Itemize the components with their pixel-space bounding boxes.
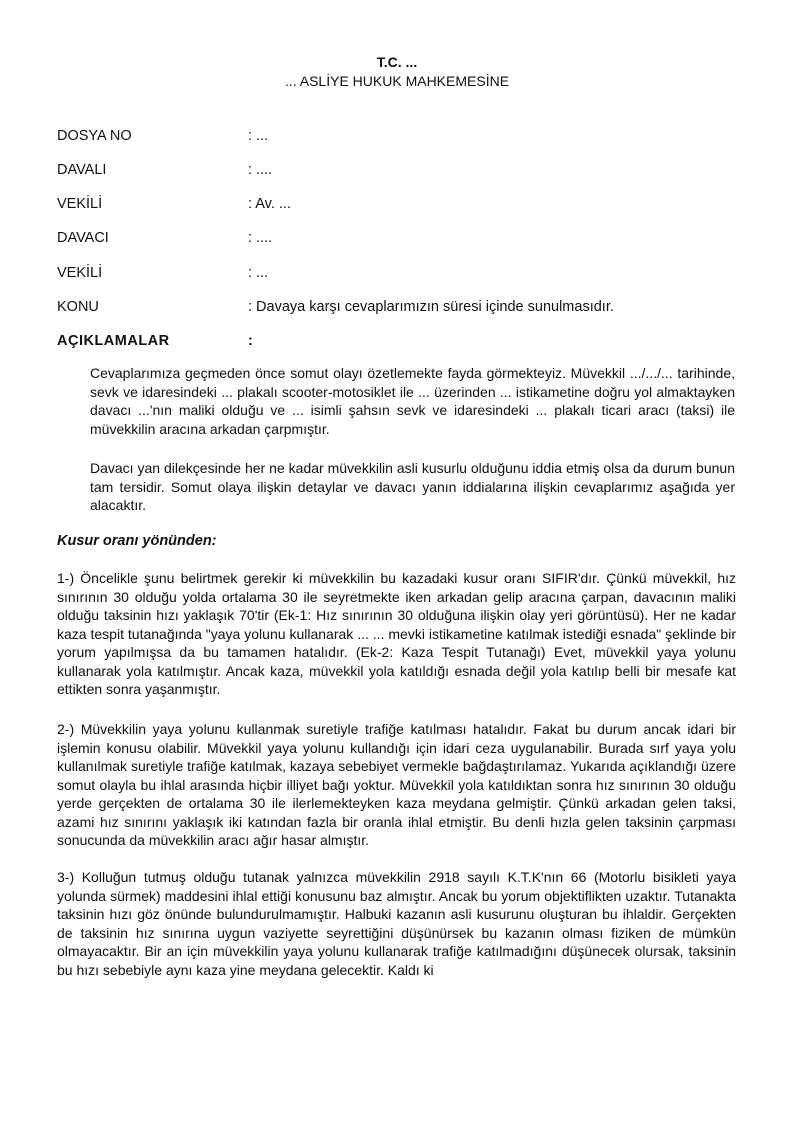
header-court: ... ASLİYE HUKUK MAHKEMESİNE	[284, 73, 510, 89]
section-heading: Kusur oranı yönünden:	[57, 533, 217, 549]
field-label: VEKİLİ	[57, 196, 103, 212]
field-value: : ...	[248, 265, 269, 281]
field-value: : ....	[248, 162, 273, 178]
intro-paragraph: Cevaplarımıza geçmeden önce somut olayı özetlemekte fayda görmekteyiz. Müvekkil .../.../... tarihinde, sevk ve idaresindeki ... plakalı scooter-motosiklet ile ... üzerinden ... istikametine doğru yol almaktayken davacı ...'nın maliki olduğu ve ... isimli şahsın sevk ve idaresindeki ... plakalı ticari aracı (taksi) ile müvekkilin aracına arkadan çarpmıştır.	[90, 365, 735, 437]
intro-paragraph: Davacı yan dilekçesinde her ne kadar müvekkilin asli kusurlu olduğunu iddia etmiş olsa da durum bunun tam tersidir. Somut olaya ilişkin detaylar ve davacı yanın iddialarına ilişkin cevaplarımız aşağıda yer alacaktır.	[90, 460, 735, 513]
body-paragraph: 3-) Kolluğun tutmuş olduğu tutanak yalnızca müvekkilin 2918 sayılı K.T.K'nın 66 (Motorlu bisikleti yaya yolunda sürmek) maddesini ihlal ettiği konusunu baz almıştır. Ancak bu yorum objektiflikten uzaktır. Tutanakta taksinin hızı göz önünde bulundurulmamıştır. Halbuki kazanın asli kusurunu oluşturan bu ihlaldir. Gerçekten de taksinin hız sınırına uygun vaziyette seyrettiğini düşünürsek bu kazanın olması fiziken de mümkün olmayacaktır. Bir an için müvekkilin yaya yolunu kullanarak trafiğe katılmadığını düşünecek olursak, taksinin bu hızı sebebiyle aynı kaza yine meydana gelecektir. Kaldı ki	[57, 869, 736, 978]
field-label: DAVACI	[57, 230, 109, 246]
field-label: DOSYA NO	[57, 128, 132, 144]
field-label: AÇIKLAMALAR	[57, 333, 170, 349]
field-value: : Av. ...	[248, 196, 291, 212]
body-paragraph: 2-) Müvekkilin yaya yolunu kullanmak suretiyle trafiğe katılması hatalıdır. Fakat bu durum ancak idari bir işlemin konusu olabilir. Müvekkil yaya yolunu kullandığı için idari ceza uygulanabilir. Burada sırf yaya yolu kullanılmak suretiyle trafiğe katılmak, kazaya sebebiyet vermekle bağdaştırılamaz. Yukarıda açıklandığı üzere somut olayla bu ihlal arasında hiçbir illiyet bağı yoktur. Müvekkil yola katıldıktan sonra hız sınırının 30 olduğu yerde gerçekten de ortalama 30 ile ilerlemekteyken kaza meydana gelmiştir. Çünkü arkadan gelen taksi, azami hız sınırını yaklaşık iki katından fazla bir oranla ihlal etmiştir. Bu denli hızla gelen taksinin çarpması sonucunda da müvekkilin aracı ağır hasar almıştır.	[57, 721, 736, 848]
field-value: :	[248, 333, 254, 349]
field-value: : Davaya karşı cevaplarımızın süresi içinde sunulmasıdır.	[248, 299, 614, 315]
field-value: : ....	[248, 230, 273, 246]
body-paragraph: 1-) Öncelikle şunu belirtmek gerekir ki müvekkilin bu kazadaki kusur oranı SIFIR'dır. Çünkü müvekkil, hız sınırının 30 olduğu yolda ortalama 30 ile seyretmekte iken arkadan gelip aracına çarpan, davacının maliki olduğu taksinin hızı yaklaşık 70'tir (Ek-1: Hız sınırının 30 olduğuna ilişkin olay yeri görüntüsü). Her ne kadar kaza tespit tutanağında "yaya yolunu kullanarak ... ... mevki istikametine katılmak istediği esnada" şeklinde bir yorum yapılmışsa da bu tamamen hatalıdır. (Ek-2: Kaza Tespit Tutanağı) Evet, müvekkil yaya yolunu kullanarak yola katılmıştır. Ancak kaza, müvekkil yola katıldığı esnada değil yola katılıp belli bir mesafe kat ettikten sonra yaşanmıştır.	[57, 570, 736, 697]
field-label: VEKİLİ	[57, 265, 103, 281]
header-tc: T.C. ...	[376, 54, 418, 70]
field-label: KONU	[57, 299, 99, 315]
field-label: DAVALI	[57, 162, 107, 178]
field-value: : ...	[248, 128, 269, 144]
